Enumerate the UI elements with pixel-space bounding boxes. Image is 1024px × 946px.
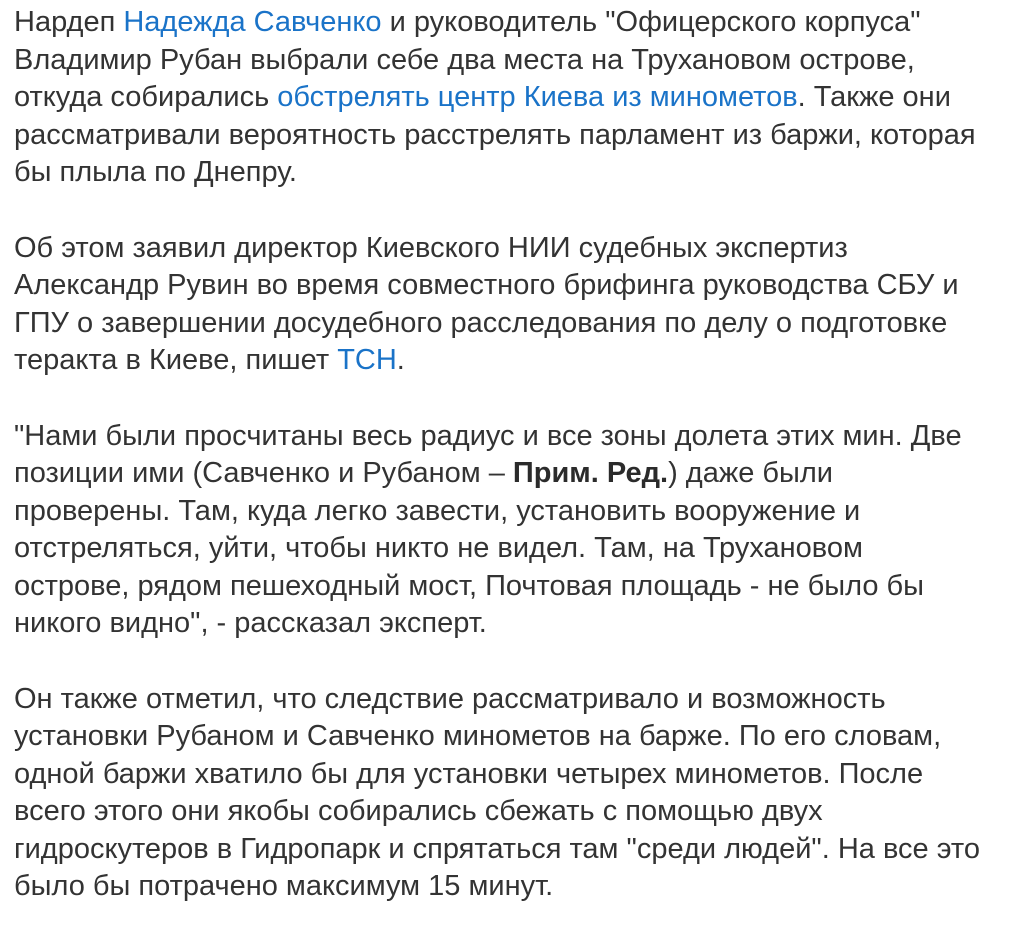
text-segment: позиции ими (Савченко и Рубаном – (14, 457, 513, 489)
paragraph-1-line-3 (14, 79, 1010, 117)
paragraph-1-line-5: бы плыла по Днепру. (14, 156, 297, 188)
paragraph-3-line-6: никого видно", - рассказал эксперт. (14, 607, 487, 639)
paragraph-4-line-5: гидроскутеров в Гидропарк и спрятаться там "среди людей". На все это (14, 832, 980, 865)
paragraph-2-line-2: Александр Рувин во время совместного брифинга руководства СБУ и (14, 269, 959, 301)
paragraph-2-line-4 (14, 342, 1010, 380)
text-segment: откуда собирались (14, 81, 278, 113)
paragraph-1 (14, 4, 1010, 192)
editor-note: Прим. Ред. (512, 457, 669, 489)
paragraph-4 (14, 681, 1010, 906)
paragraph-4-line-2: установки Рубаном и Савченко минометов на барже. По его словам, (14, 720, 942, 752)
link-tsn[interactable]: ТСН (337, 344, 397, 376)
text-segment: теракта в Киеве, пишет (14, 344, 338, 376)
text-segment: и руководитель "Офицерского корпуса" (381, 6, 921, 38)
paragraph-2-line-1: Об этом заявил директор Киевского НИИ судебных экспертиз (14, 231, 848, 264)
paragraph-4-line-1: Он также отметил, что следствие рассматривало и возможность (14, 682, 886, 715)
link-shelling-kyiv-center[interactable]: обстрелять центр Киева из минометов (277, 81, 798, 113)
paragraph-1-line-4: рассматривали вероятность расстрелять парламент из баржи, которая (14, 118, 976, 151)
paragraph-3-line-5: острове, рядом пешеходный мост, Почтовая площадь - не было бы (14, 569, 924, 602)
paragraph-3-line-1: "Нами были просчитаны весь радиус и все зоны долета этих мин. Две (14, 419, 962, 452)
paragraph-2 (14, 230, 1010, 380)
paragraph-4-line-4: всего этого они якобы собирались сбежать с помощью двух (14, 795, 823, 827)
paragraph-1-line-2: Владимир Рубан выбрали себе два места на Трухановом острове, (14, 43, 915, 76)
paragraph-3-line-2 (14, 455, 1010, 493)
paragraph-4-line-3: одной баржи хватило бы для установки четырех минометов. После (14, 757, 924, 790)
paragraph-2-line-3: ГПУ о завершении досудебного расследования по делу о подготовке (14, 306, 948, 339)
text-segment: . (396, 344, 405, 376)
link-nadezhda-savchenko[interactable]: Надежда Савченко (123, 6, 382, 38)
text-segment: . Также они (797, 81, 951, 113)
paragraph-3-line-3: проверены. Там, куда легко завести, установить вооружение и (14, 494, 861, 527)
paragraph-3 (14, 418, 1010, 643)
paragraph-3-line-4: отстреляться, уйти, чтобы никто не видел. Там, на Трухановом (14, 532, 863, 564)
text-segment: ) даже были (668, 457, 833, 489)
text-segment: Нардеп (14, 6, 124, 38)
paragraph-1-line-1 (14, 4, 1010, 42)
paragraph-4-line-6: было бы потрачено максимум 15 минут. (14, 870, 554, 902)
